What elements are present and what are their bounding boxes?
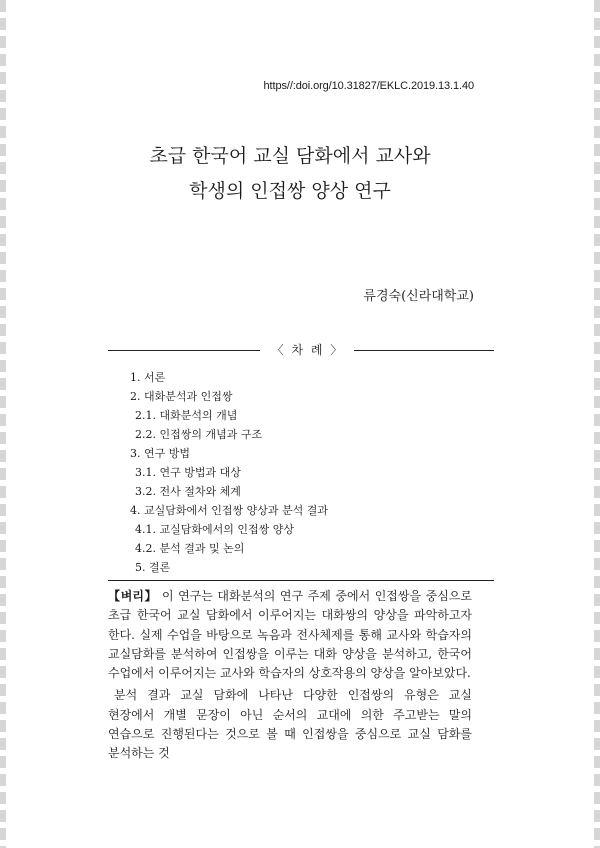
- toc-item[interactable]: 4. 교실담화에서 인접쌍 양상과 분석 결과: [130, 504, 328, 517]
- abstract-label: 【벼리】: [108, 589, 158, 603]
- doi-link[interactable]: https//:doi.org/10.31827/EKLC.2019.13.1.40: [263, 80, 474, 92]
- abstract-paragraph-2: 분석 결과 교실 담화에 나타난 다양한 인접쌍의 유형은 교실 현장에서 개별 문장이 아닌 순서의 교대에 의한 주고받는 말의 연습으로 진행된다는 것으로 볼 때 인접쌍을 중심으로 교실 담화를 분석하는 것: [108, 688, 472, 761]
- paper-title-line-2: 학생의 인접쌍 양상 연구: [189, 180, 391, 202]
- toc-item[interactable]: 2.1. 대화분석의 개념: [135, 409, 238, 422]
- toc-item[interactable]: 3.2. 전사 절차와 체계: [135, 485, 241, 498]
- toc-item[interactable]: 4.2. 분석 결과 및 논의: [135, 542, 245, 555]
- toc-item[interactable]: 2.2. 인접쌍의 개념과 구조: [135, 428, 263, 441]
- toc-item[interactable]: 1. 서론: [130, 371, 166, 384]
- author-affiliation: 류경숙(신라대학교): [363, 289, 474, 304]
- toc-item[interactable]: 4.1. 교실담화에서의 인접쌍 양상: [135, 523, 294, 536]
- toc-divider-left: [108, 350, 260, 351]
- left-page-edge: [0, 0, 6, 848]
- toc-heading: 〈 차 례 〉: [271, 343, 345, 357]
- abstract: [108, 587, 472, 764]
- toc-divider-right: [354, 350, 494, 351]
- toc-item[interactable]: 2. 대화분석과 인접쌍: [130, 390, 233, 403]
- toc-item[interactable]: 5. 결론: [135, 561, 171, 574]
- paper-title-line-1: 초급 한국어 교실 담화에서 교사와: [149, 145, 431, 167]
- abstract-text-1: 이 연구는 대화분석의 연구 주제 중에서 인접쌍을 중심으로 초급 한국어 교실 담화에서 이루어지는 대화쌍의 양상을 파악하고자 한다. 실제 수업을 바탕으로 녹음과 전사체제를 통해 교사와 학습자의 교실담화를 분석하여 인접쌍을 이루는 대화 양상을 분석하고, 한국어 수업에서 이루어지는 교사와 학습자의 상호작용의 양상을 알아보았다.: [108, 589, 472, 681]
- abstract-divider: [108, 580, 494, 581]
- toc-item[interactable]: 3.1. 연구 방법과 대상: [135, 466, 241, 479]
- right-page-edge: [594, 0, 600, 848]
- toc-item[interactable]: 3. 연구 방법: [130, 447, 190, 460]
- abstract-paragraph-1: [108, 587, 472, 683]
